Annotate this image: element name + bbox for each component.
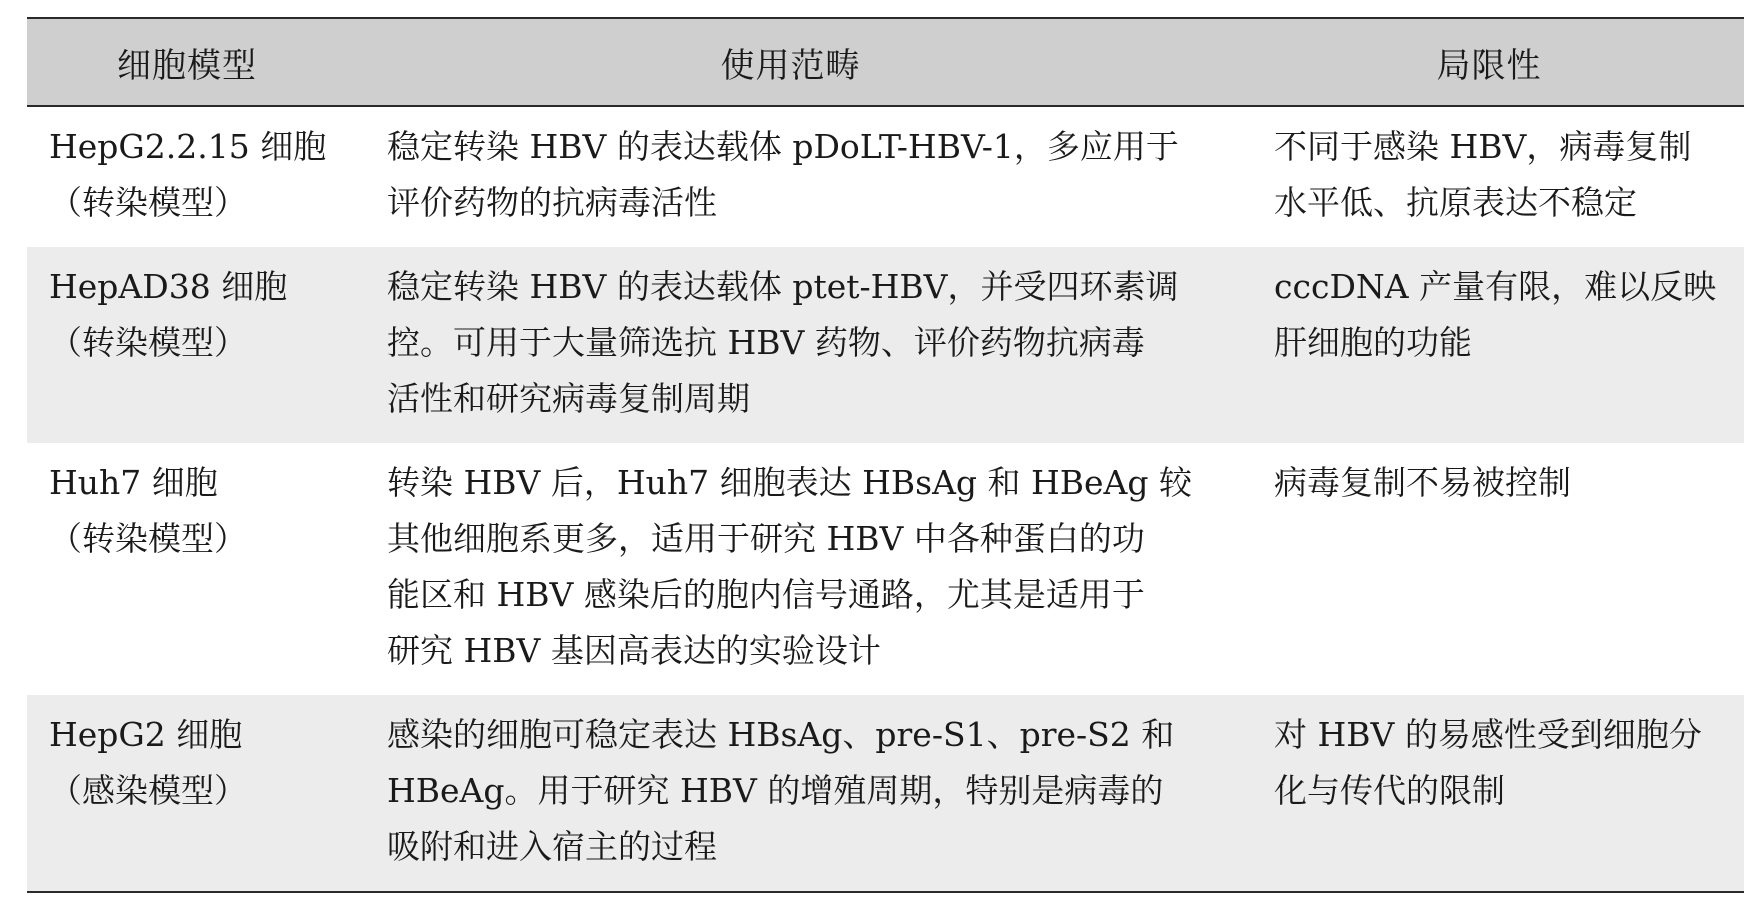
cell-line: 感染的细胞可稳定表达 HBsAg、pre-S1、pre-S2 和 (387, 715, 1175, 754)
table-header (27, 18, 1744, 106)
cell-line: 活性和研究病毒复制周期 (387, 379, 750, 418)
cell-scope (347, 695, 1234, 892)
cell-line: （转染模型） (49, 323, 247, 362)
cell-limit (1234, 247, 1744, 443)
cell-line: 转染 HBV 后，Huh7 细胞表达 HBsAg 和 HBeAg 较 (387, 463, 1193, 502)
cell-model (27, 106, 347, 247)
cell-line: 肝细胞的功能 (1274, 323, 1472, 362)
cell-limit (1234, 106, 1744, 247)
cell-line: 研究 HBV 基因高表达的实验设计 (387, 631, 881, 670)
cell-model (27, 695, 347, 892)
header-row (27, 18, 1744, 106)
cell-model (27, 443, 347, 695)
cell-line: 评价药物的抗病毒活性 (387, 183, 717, 222)
cell-line: HepAD38 细胞 (49, 267, 288, 306)
cell-scope (347, 106, 1234, 247)
header-cell-model: 细胞模型 (117, 45, 257, 86)
cell-line: HepG2.2.15 细胞 (49, 127, 327, 166)
table-row (27, 695, 1744, 892)
cell-line: Huh7 细胞 (49, 463, 218, 502)
cell-limit (1234, 443, 1744, 695)
cell-model-table-container (27, 17, 1744, 893)
cell-scope (347, 443, 1234, 695)
cell-line: 吸附和进入宿主的过程 (387, 827, 717, 866)
header-cell-limit: 局限性 (1436, 45, 1542, 86)
table-row (27, 443, 1744, 695)
cell-line: （转染模型） (49, 519, 247, 558)
cell-line: 其他细胞系更多，适用于研究 HBV 中各种蛋白的功 (387, 519, 1145, 558)
cell-line: 稳定转染 HBV 的表达载体 pDoLT-HBV-1，多应用于 (387, 127, 1179, 166)
cell-line: 稳定转染 HBV 的表达载体 ptet-HBV，并受四环素调 (387, 267, 1179, 306)
cell-line: （转染模型） (49, 183, 247, 222)
cell-line: HepG2 细胞 (49, 715, 243, 754)
cell-scope (347, 247, 1234, 443)
cell-line: cccDNA 产量有限，难以反映 (1274, 267, 1717, 306)
cell-line: 水平低、抗原表达不稳定 (1274, 183, 1637, 222)
cell-line: 不同于感染 HBV，病毒复制 (1274, 127, 1692, 166)
table-body (27, 106, 1744, 892)
cell-model-table (27, 17, 1744, 893)
cell-model (27, 247, 347, 443)
table-row (27, 247, 1744, 443)
cell-line: 化与传代的限制 (1274, 771, 1505, 810)
cell-limit (1234, 695, 1744, 892)
table-row (27, 106, 1744, 247)
cell-line: 控。可用于大量筛选抗 HBV 药物、评价药物抗病毒 (387, 323, 1145, 362)
cell-line: HBeAg。用于研究 HBV 的增殖周期，特别是病毒的 (387, 771, 1164, 810)
cell-line: 对 HBV 的易感性受到细胞分 (1274, 715, 1702, 754)
cell-line: （感染模型） (49, 771, 247, 810)
header-cell-scope: 使用范畴 (720, 45, 861, 86)
cell-line: 病毒复制不易被控制 (1274, 463, 1571, 502)
cell-line: 能区和 HBV 感染后的胞内信号通路，尤其是适用于 (387, 575, 1145, 614)
